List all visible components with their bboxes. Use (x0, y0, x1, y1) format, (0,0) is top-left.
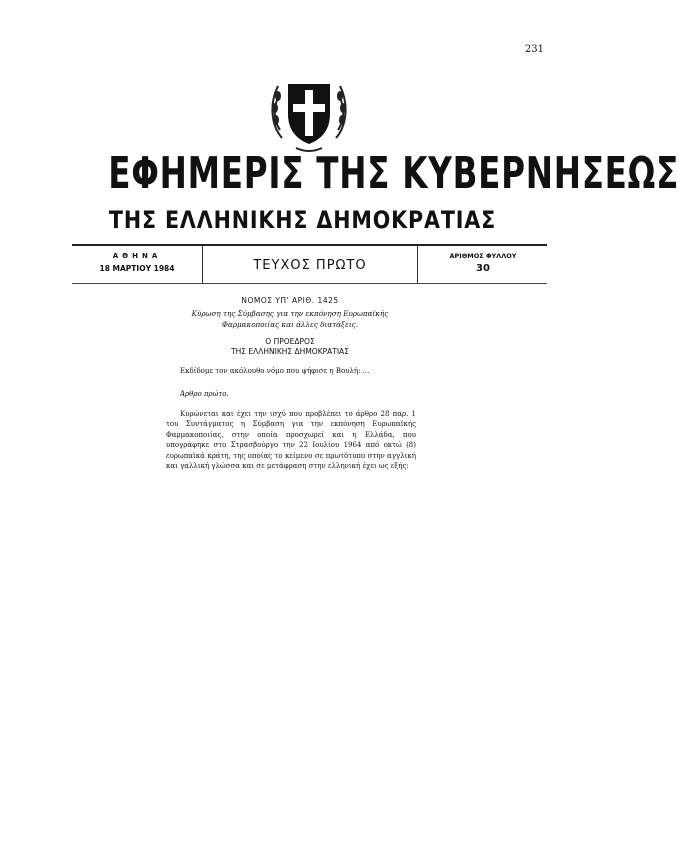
sheet-number-label: ΑΡΙΘΜΟΣ ΦΥΛΛΟΥ (449, 252, 517, 260)
issue-date: 18 ΜΑΡΤΙΟΥ 1984 (99, 264, 175, 273)
president-heading-sub: ΤΗΣ ΕΛΛΗΝΙΚΗΣ ΔΗΜΟΚΡΑΤΙΑΣ (231, 347, 349, 356)
enactment-clause: Εκδίδομε τον ακόλουθο νόμο που ψήφισε η Βουλή: ... (180, 367, 370, 375)
page-number: 231 (524, 44, 544, 55)
article-text: Κυρώνεται και έχει την ισχύ που προβλέπει το άρθρο 28 παρ. 1 του Συντάγματος η Σύμβαση για την εκπόνηση Ευρωπαϊκής Φαρμακοποιίας, στην οποία προσχωρεί και η Ελλάδα, που υπογράφηκε στο Στρασβούργο την 22 Ιουλίου 1964 από οκτώ (8) ευρωπαϊκά κράτη, της οποίας το κείμενο σε πρωτότυπο στην αγγλική και γαλλική γλώσσα και σε μετάφραση στην ελληνική έχει ως εξής: (166, 410, 416, 471)
article-heading-row (166, 390, 416, 398)
header-rule-bottom (72, 283, 547, 284)
law-description: Κύρωση της Σύμβασης για την εκπόνηση Ευρωπαϊκής Φαρμακοποιίας και άλλες διατάξεις. (191, 309, 389, 329)
coat-of-arms-emblem (268, 68, 350, 154)
sheet-number: 30 (476, 263, 490, 274)
article-heading: Άρθρο πρώτο. (180, 390, 229, 398)
president-heading: Ο ΠΡΟΕΔΡΟΣ (265, 337, 315, 346)
header-rule-top (72, 244, 547, 246)
city-label: ΑΘΗΝΑ (112, 252, 162, 260)
gazette-subtitle: ΤΗΣ ΕΛΛΗΝΙΚΗΣ ΔΗΜΟΚΡΑΤΙΑΣ (108, 206, 497, 234)
gazette-title: ΕΦΗΜΕΡΙΣ ΤΗΣ ΚΥΒΕΡΝΗΣΕΩΣ (108, 148, 679, 199)
law-title: ΝΟΜΟΣ ΥΠ' ΑΡΙΘ. 1425 (241, 296, 339, 305)
issue-volume: ΤΕΥΧΟΣ ΠΡΩΤΟ (253, 258, 367, 273)
